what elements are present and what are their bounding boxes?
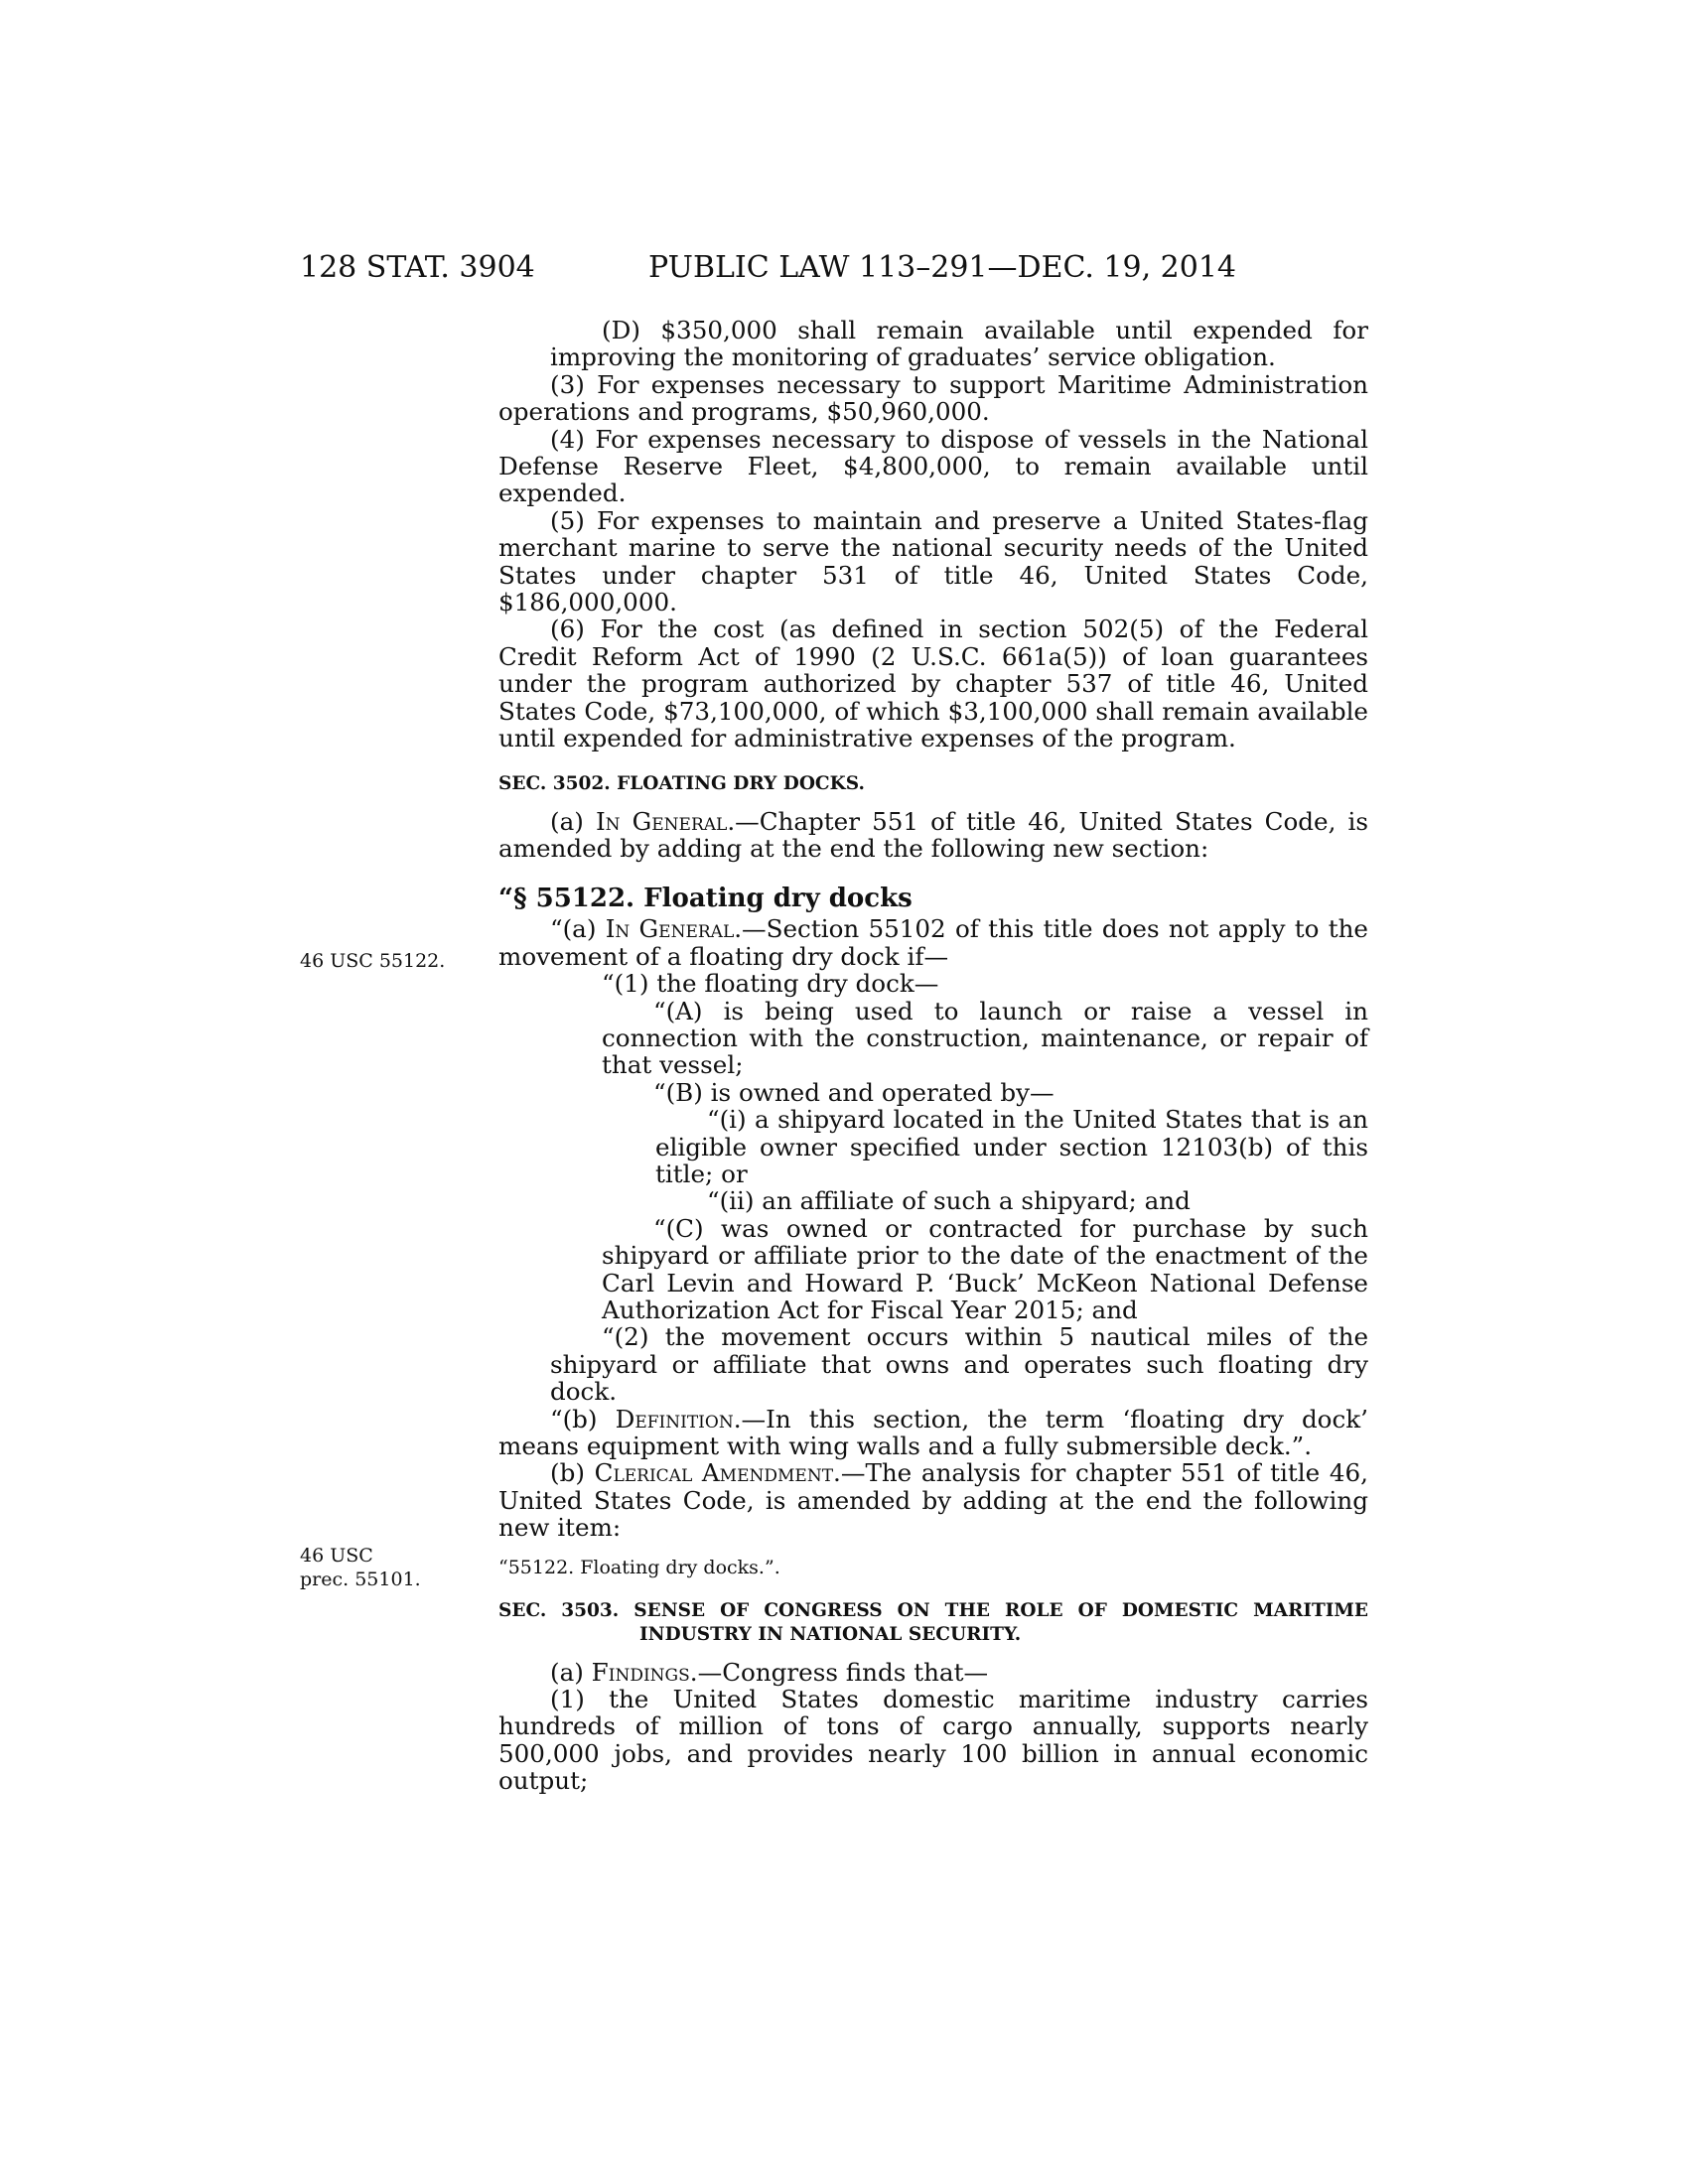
subsection-text: .—Section 55102 of this title does not apply to the movement of a floating dry dock if— (498, 914, 1368, 971)
quoted-paragraph-1: “(1) the floating dry dock— (602, 969, 939, 999)
margin-note-line: 46 USC (300, 1545, 373, 1567)
running-head: PUBLIC LAW 113–291—DEC. 19, 2014 (648, 250, 1237, 285)
subsection-b (498, 1459, 1368, 1541)
subsection-caption: In General (595, 806, 728, 836)
page-number: 128 STAT. 3904 (300, 250, 535, 285)
quoted-subparagraph-A: “(A) is being used to launch or raise a vessel in connection with the construction, maintenance, or repair of that vessel; (602, 996, 1368, 1080)
margin-note-line: prec. 55101. (300, 1569, 421, 1590)
subsection-label: (a) (550, 806, 596, 836)
paragraph-4: (4) For expenses necessary to dispose of vessels in the National Defense Reserve Fleet, $4,800,000, to remain available until expended. (498, 424, 1368, 508)
subsection-text: .—Chapter 551 of title 46, United States Code, is amended by adding at the end the following new section: (498, 806, 1368, 863)
subsection-caption: Findings (591, 1657, 690, 1687)
clerical-item: “55122. Floating dry docks.”. (498, 1556, 780, 1578)
subsection-caption: In General (605, 914, 735, 944)
subsection-label: (b) (550, 1458, 595, 1488)
paragraph-6: (6) For the cost (as defined in section 502(5) of the Federal Credit Reform Act of 1990 (2 U.S.C. 661a(5)) of loan guarantees under the program authorized by chapter 537 of title 46, United States Code, $73,100,000, of which $3,100,000 shall remain available until expended for administrative expenses of the program. (498, 614, 1368, 753)
quoted-subsection-a (498, 915, 1368, 970)
paragraph-5: (5) For expenses to maintain and preserve a United States-flag merchant marine to serve the national security needs of the United States under chapter 531 of title 46, United States Code, $186,000,000. (498, 505, 1368, 617)
quoted-subparagraph-C: “(C) was owned or contracted for purchase by such shipyard or affiliate prior to the date of the enactment of the Carl Levin and Howard P. ‘Buck’ McKeon National Defense Authorization Act for Fiscal Year 2015; and (602, 1213, 1368, 1324)
subsection-text: .—The analysis for chapter 551 of title 46, United States Code, is amended by adding at the end the following new item: (498, 1458, 1368, 1543)
quoted-subsection-b (498, 1406, 1368, 1460)
subsection-text: .—Congress finds that— (689, 1657, 989, 1687)
subsection-label: “(b) (550, 1404, 616, 1433)
subsection-text: .—In this section, the term ‘floating dry dock’ means equipment with wing walls and a fully submersible deck.”. (498, 1404, 1368, 1461)
section-3503-heading: SEC. 3503. SENSE OF CONGRESS ON THE ROLE OF DOMESTIC MARITIME INDUSTRY IN NATIONAL SECURITY. (498, 1599, 1368, 1645)
margin-note-usc-prec (300, 1544, 421, 1591)
section-3502-heading: SEC. 3502. FLOATING DRY DOCKS. (498, 772, 865, 794)
subsection-label: (a) (550, 1657, 592, 1687)
subsection-caption: Clerical Amendment (594, 1458, 834, 1488)
subsection-caption: Definition (615, 1404, 734, 1433)
margin-note-usc-55122: 46 USC 55122. (300, 950, 446, 972)
new-section-heading: “§ 55122. Floating dry docks (498, 884, 913, 914)
quoted-clause-ii: “(ii) an affiliate of such a shipyard; and (707, 1186, 1191, 1216)
paragraph-D: (D) $350,000 shall remain available until expended for improving the monitoring of graduates’ service obligation. (550, 316, 1368, 372)
document-body (498, 317, 1368, 1795)
subsection-label: “(a) (550, 914, 606, 944)
quoted-subparagraph-B: “(B) is owned and operated by— (653, 1077, 1055, 1107)
subsection-a (498, 808, 1368, 863)
findings-subsection (498, 1659, 1368, 1686)
quoted-clause-i: “(i) a shipyard located in the United States that is an eligible owner specified under section 12103(b) of this title; or (655, 1105, 1368, 1188)
quoted-paragraph-2: “(2) the movement occurs within 5 nautical miles of the shipyard or affiliate that owns and operates such floating dry dock. (550, 1322, 1368, 1407)
paragraph-3: (3) For expenses necessary to support Maritime Administration operations and programs, $50,960,000. (498, 369, 1368, 427)
finding-1: (1) the United States domestic maritime industry carries hundreds of million of tons of cargo annually, supports nearly 500,000 jobs, and provides nearly 100 billion in annual economic output; (498, 1685, 1368, 1796)
